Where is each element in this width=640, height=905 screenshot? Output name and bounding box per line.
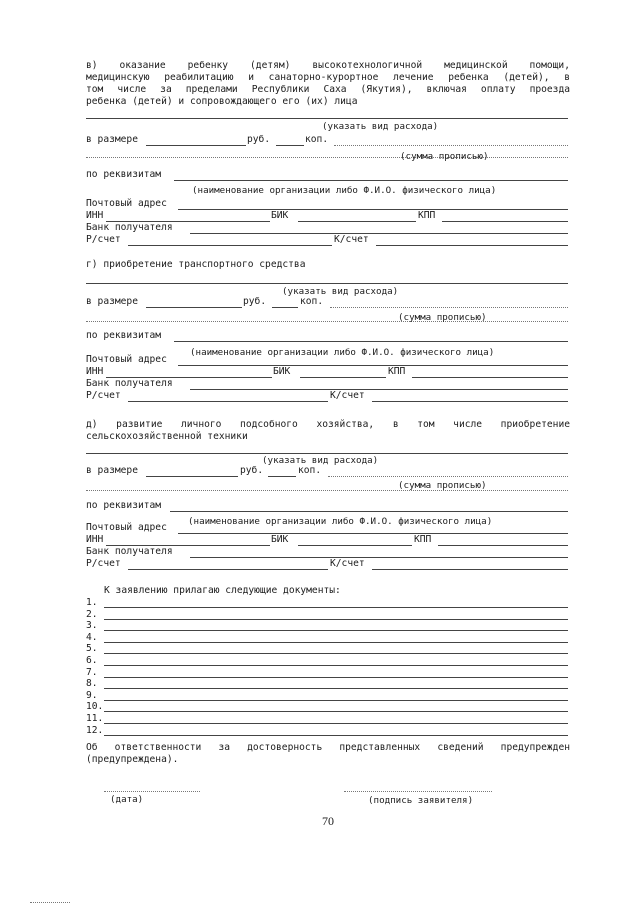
attachment-number: 3. [86, 620, 98, 631]
words-hint-d: (сумма прописью) [398, 480, 487, 491]
corr-account-label-d: К/счет [330, 558, 365, 569]
bik-field-d[interactable] [298, 545, 412, 546]
org-hint: (наименование организации либо Ф.И.О. физического лица) [192, 185, 497, 196]
expense-hint: (указать вид расхода) [322, 121, 439, 132]
bik-label: БИК [271, 210, 289, 221]
rub-label-d: руб. [240, 465, 264, 476]
account-label-d: Р/счет [86, 558, 121, 569]
amount-kop-field-d[interactable] [268, 476, 296, 477]
bik-label-g: БИК [273, 366, 291, 377]
org-hint-g: (наименование организации либо Ф.И.О. физического лица) [190, 347, 495, 358]
amount-words-field[interactable] [334, 145, 568, 146]
postal-label-d: Почтовый адрес [86, 522, 167, 533]
date-field[interactable] [104, 791, 200, 792]
signature-field[interactable] [344, 791, 492, 792]
kpp-label-g: КПП [388, 366, 406, 377]
attachment-number: 8. [86, 678, 98, 689]
attachment-number: 6. [86, 655, 98, 666]
corr-account-field-g[interactable] [372, 401, 568, 402]
amount-label: в размере [86, 134, 138, 145]
attachment-number: 2. [86, 609, 98, 620]
amount-label-g: в размере [86, 296, 138, 307]
bank-field-g[interactable] [190, 389, 568, 390]
bank-label-g: Банк получателя [86, 378, 173, 389]
corr-account-label-g: К/счет [330, 390, 365, 401]
kop-label-d: коп. [298, 465, 322, 476]
attachment-number: 7. [86, 667, 98, 678]
kop-label-g: коп. [300, 296, 324, 307]
amount-words-field-d-2[interactable] [86, 490, 568, 491]
org-hint-d: (наименование организации либо Ф.И.О. физического лица) [188, 516, 493, 527]
account-field[interactable] [128, 245, 332, 246]
attachment-line[interactable] [104, 688, 568, 689]
amount-rub-field[interactable] [146, 145, 246, 146]
bank-label: Банк получателя [86, 222, 173, 233]
account-field-g[interactable] [128, 401, 328, 402]
signature-hint: (подпись заявителя) [368, 795, 474, 806]
attachment-line[interactable] [104, 723, 568, 724]
attachment-line[interactable] [104, 642, 568, 643]
corr-account-field-d[interactable] [372, 569, 568, 570]
attachment-number: 5. [86, 643, 98, 654]
section-v-line-4: ребенка (детей) и сопровождающего его (их) лица [86, 96, 358, 107]
bik-field-g[interactable] [300, 377, 386, 378]
expense-type-field[interactable] [86, 118, 568, 119]
expense-hint-g: (указать вид расхода) [282, 286, 399, 297]
postal-field-d[interactable] [178, 533, 568, 534]
amount-words-field-g[interactable] [330, 307, 568, 308]
account-label-g: Р/счет [86, 390, 121, 401]
amount-words-field-g-2[interactable] [86, 321, 568, 322]
section-v-line-2: медицинскую реабилитацию и санаторно-курортное лечение ребенка (детей), в [86, 72, 570, 83]
bik-field[interactable] [298, 221, 416, 222]
attachment-number: 12. [86, 725, 104, 736]
section-d-line-1: д) развитие личного подсобного хозяйства, в том числе приобретение [86, 419, 570, 430]
attachment-line[interactable] [104, 700, 568, 701]
warning-line-1: Об ответственности за достоверность представленных сведений предупрежден [86, 742, 570, 753]
rub-label-g: руб. [243, 296, 267, 307]
amount-label-d: в размере [86, 465, 138, 476]
kpp-field[interactable] [442, 221, 568, 222]
amount-words-field-2[interactable] [86, 157, 568, 158]
attachment-number: 11. [86, 713, 104, 724]
scan-edge-mark [30, 902, 70, 903]
attachment-line[interactable] [104, 619, 568, 620]
kpp-field-g[interactable] [412, 377, 568, 378]
requisites-field-g[interactable] [174, 341, 568, 342]
date-hint: (дата) [110, 794, 144, 805]
requisites-label-d: по реквизитам [86, 500, 162, 511]
attachment-line[interactable] [104, 630, 568, 631]
attachment-number: 1. [86, 597, 98, 608]
postal-label: Почтовый адрес [86, 198, 167, 209]
attachment-line[interactable] [104, 677, 568, 678]
kop-label: коп. [305, 134, 329, 145]
requisites-label-g: по реквизитам [86, 330, 162, 341]
kpp-field-d[interactable] [438, 545, 568, 546]
corr-account-field[interactable] [376, 245, 568, 246]
corr-account-label: К/счет [334, 234, 369, 245]
attachments-intro: К заявлению прилагаю следующие документы: [104, 585, 341, 596]
expense-type-field-g[interactable] [86, 283, 568, 284]
section-d-line-2: сельскохозяйственной техники [86, 431, 248, 442]
expense-type-field-d[interactable] [86, 453, 568, 454]
kpp-label: КПП [418, 210, 436, 221]
bik-label-d: БИК [271, 534, 289, 545]
amount-kop-field[interactable] [276, 145, 304, 146]
attachment-number: 4. [86, 632, 98, 643]
words-hint: (сумма прописью) [400, 151, 489, 162]
amount-kop-field-g[interactable] [272, 307, 298, 308]
words-hint-g: (сумма прописью) [398, 312, 487, 323]
warning-line-2: (предупреждена). [86, 754, 179, 765]
requisites-label: по реквизитам [86, 169, 162, 180]
attachment-line[interactable] [104, 711, 568, 712]
requisites-field[interactable] [174, 180, 568, 181]
section-v-line-1: в) оказание ребенку (детям) высокотехнологичной медицинской помощи, [86, 60, 570, 71]
section-g-title: г) приобретение транспортного средства [86, 259, 306, 270]
inn-label-d: ИНН [86, 534, 104, 545]
attachment-number: 9. [86, 690, 98, 701]
attachment-line[interactable] [104, 607, 568, 608]
bank-label-d: Банк получателя [86, 546, 173, 557]
rub-label: руб. [247, 134, 271, 145]
amount-rub-field-g[interactable] [146, 307, 242, 308]
kpp-label-d: КПП [414, 534, 432, 545]
inn-label: ИНН [86, 210, 104, 221]
account-field-d[interactable] [128, 569, 328, 570]
page-number: 70 [322, 814, 334, 828]
postal-label-g: Почтовый адрес [86, 354, 167, 365]
postal-field-g[interactable] [178, 365, 568, 366]
amount-rub-field-d[interactable] [146, 476, 238, 477]
attachment-number: 10. [86, 701, 104, 712]
attachment-line[interactable] [104, 653, 568, 654]
attachment-line[interactable] [104, 735, 568, 736]
account-label: Р/счет [86, 234, 121, 245]
section-v-line-3: том числе за пределами Республики Саха (Якутия), включая оплату проезда [86, 84, 570, 95]
postal-field[interactable] [178, 209, 568, 210]
bank-field[interactable] [190, 233, 568, 234]
requisites-field-d[interactable] [170, 511, 568, 512]
attachment-line[interactable] [104, 665, 568, 666]
inn-label-g: ИНН [86, 366, 104, 377]
expense-hint-d: (указать вид расхода) [262, 455, 379, 466]
amount-words-field-d[interactable] [328, 476, 568, 477]
bank-field-d[interactable] [190, 557, 568, 558]
